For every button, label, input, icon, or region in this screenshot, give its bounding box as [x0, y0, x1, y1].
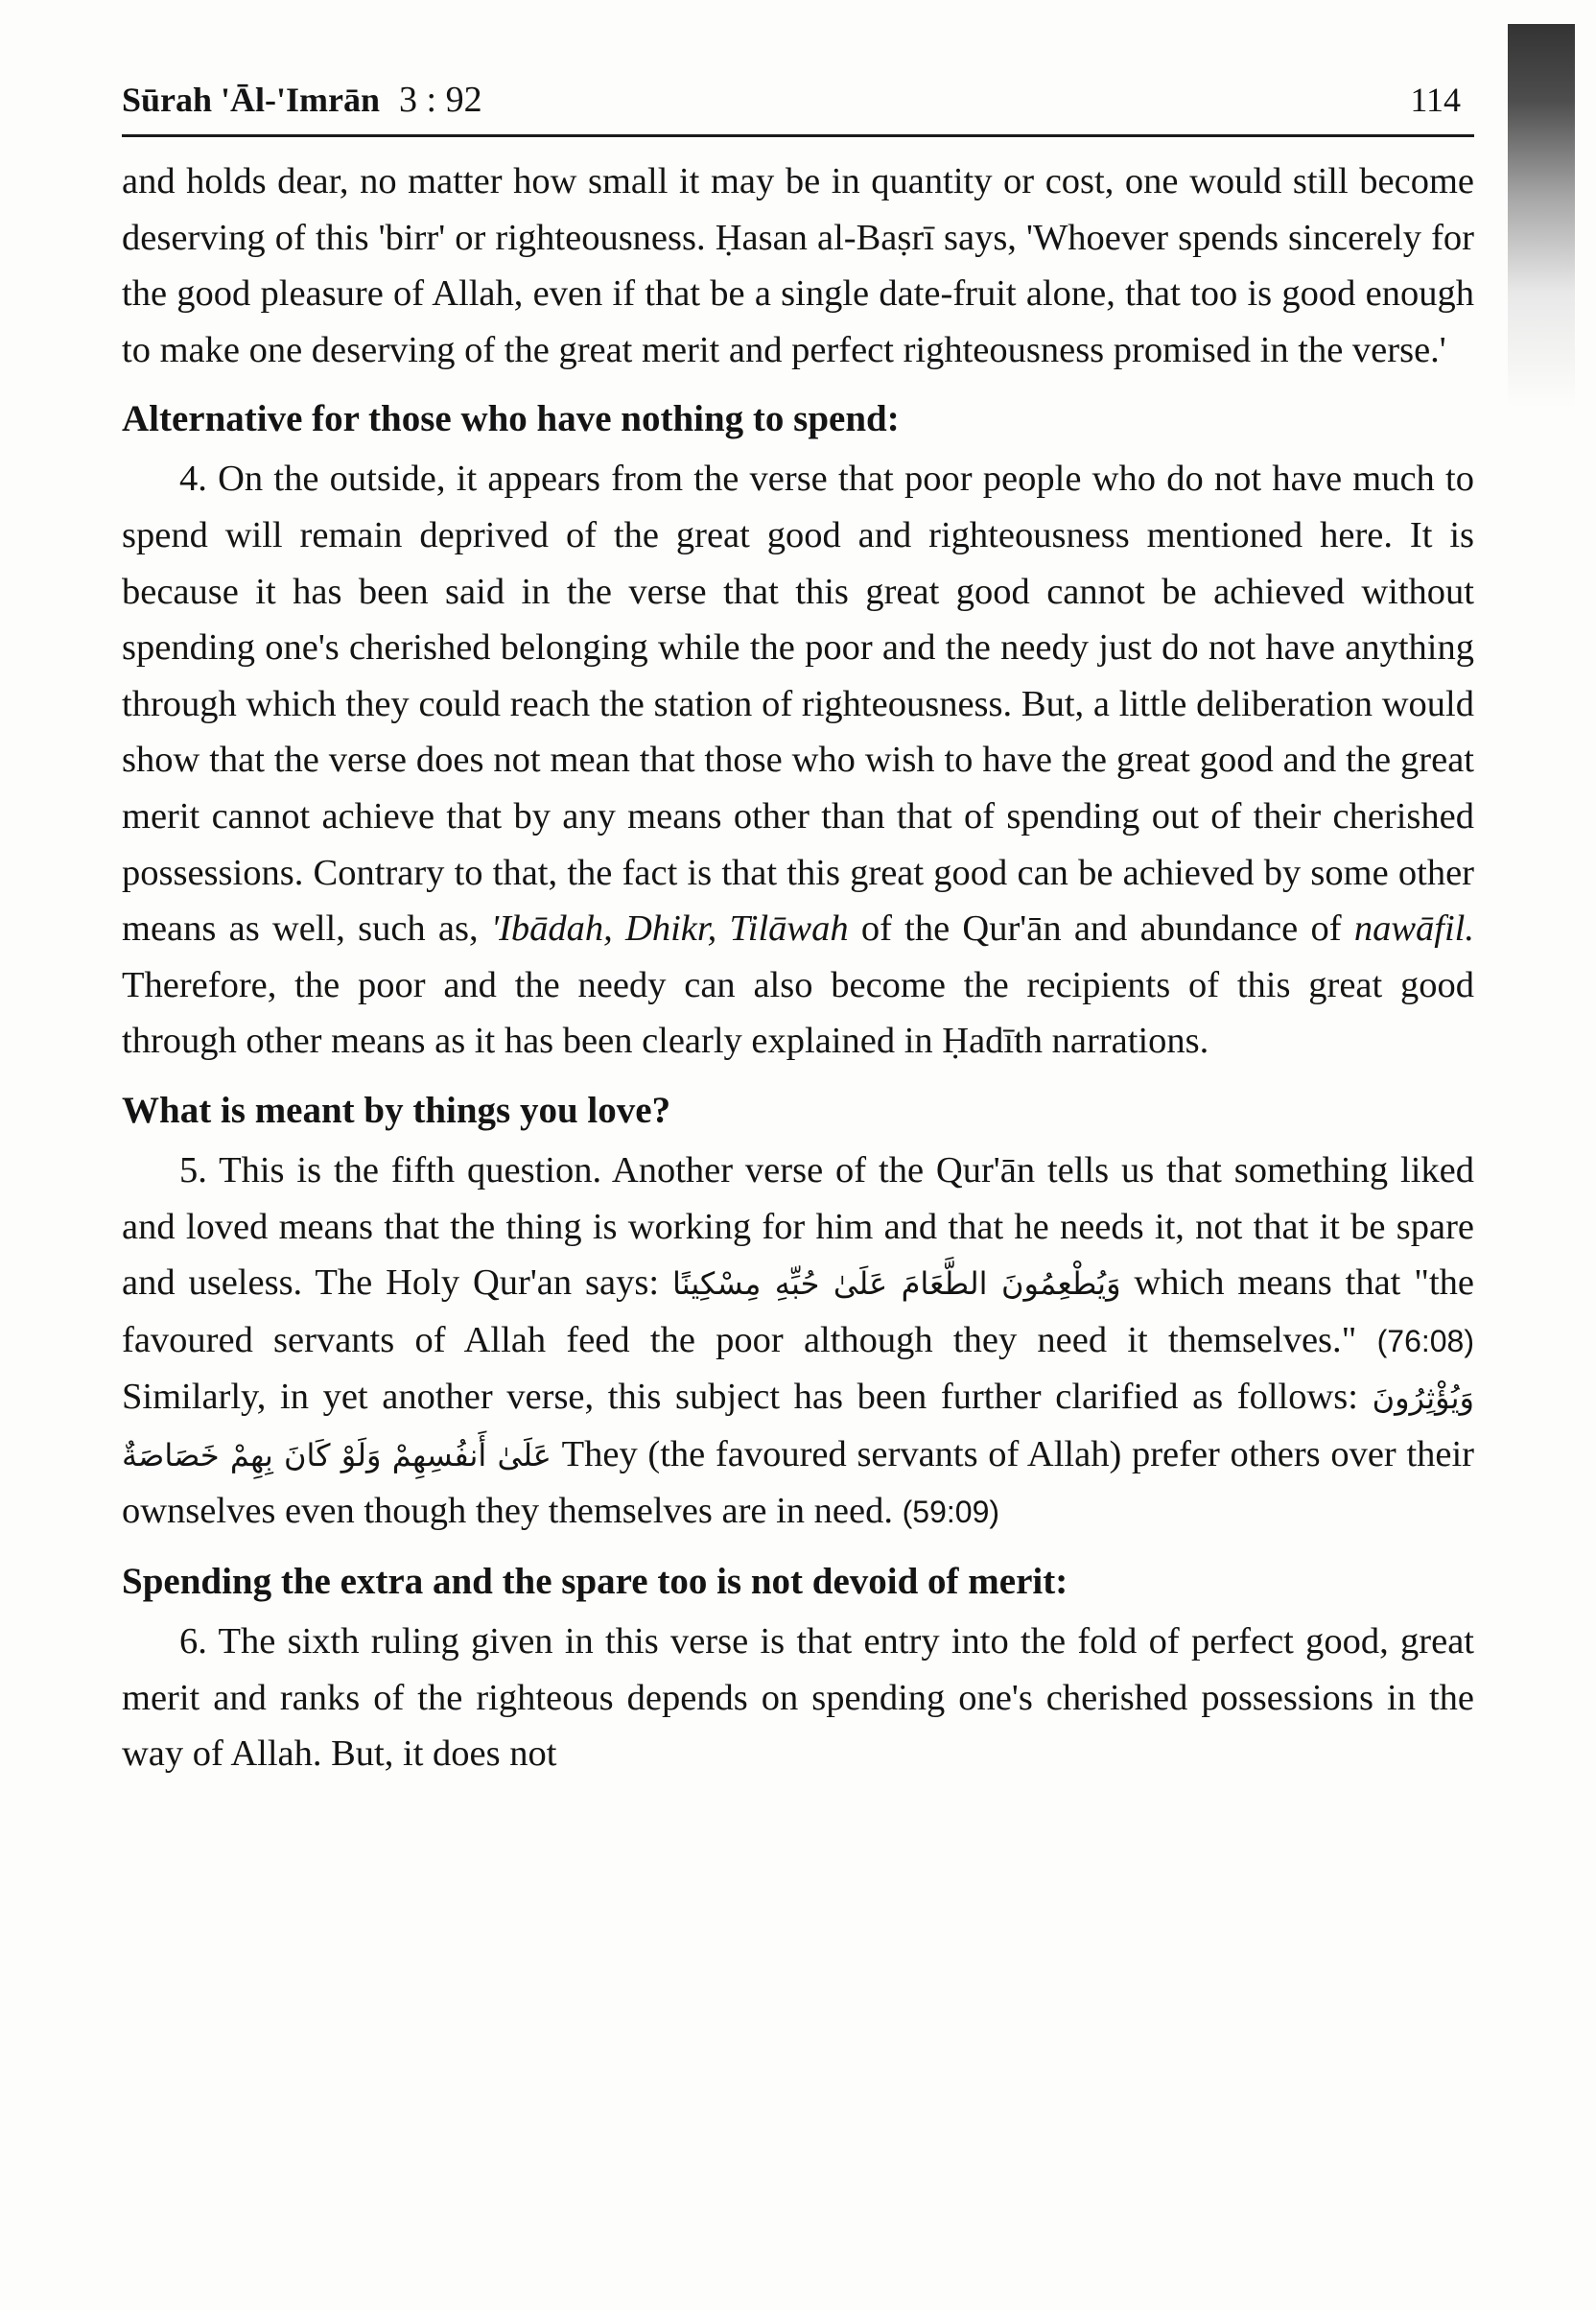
- paragraph-4-text-a: 4. On the outside, it appears from the verse that poor people who do not have much to spend will remain deprived of the great good and righteousness mentioned here. It is because it has been said in the verse that this great good cannot be achieved without spending one's cherished belonging while the poor and the needy just do not have anything through which they could reach the station of righteousness. But, a little deliberation would show that the verse does not mean that those who wish to have the great good and the great merit cannot achieve that by any means other than that of spending out of their cherished possessions. Contrary to that, the fact is that this great good can be achieved by some other means as well, such as,: [122, 459, 1474, 950]
- term-nawafil: nawāfil.: [1353, 908, 1474, 950]
- paragraph-5: [122, 1143, 1474, 1541]
- citation-76-08: (76:08): [1376, 1323, 1474, 1358]
- section-heading-alternative: Alternative for those who have nothing to spend:: [122, 398, 900, 440]
- paragraph-4-text-c: Therefore, the poor and the needy can also become the recipients of this great good through other means as it has been clearly explained in Ḥadīth narrations.: [122, 964, 1474, 1062]
- citation-59-09: (59:09): [902, 1495, 1000, 1530]
- arabic-verse-59-09: وَيُؤْثِرُونَ عَلَىٰ أَنفُسِهِمْ وَلَوْ كَانَ بِهِمْ خَصَاصَةٌ: [122, 1379, 1474, 1473]
- paragraph-continuation: and holds dear, no matter how small it may be in quantity or cost, one would still become deserving of this 'birr' or righteousness. Ḥasan al-Baṣrī says, 'Whoever spends sincerely for the good pleasure of Allah, even if that be a single date-fruit alone, that too is good enough to make one deserving of the great merit and perfect righteousness promised in the verse.': [122, 161, 1474, 370]
- arabic-verse-76-08: وَيُطْعِمُونَ الطَّعَامَ عَلَىٰ حُبِّهِ مِسْكِينًا: [671, 1265, 1121, 1303]
- running-header: [122, 69, 1474, 130]
- surah-name: Sūrah 'Āl-'Imrān: [122, 81, 381, 119]
- page-number: 114: [1410, 81, 1461, 119]
- paragraph-5-text-d: They (the favoured servants of Allah) prefer others over their ownselves even though they themselves are in need.: [122, 1433, 1474, 1532]
- header-title: [122, 69, 482, 130]
- section-heading-things-you-love: What is meant by things you love?: [122, 1089, 671, 1131]
- paragraph-4-text-b: of the Qur'ān and abundance of: [848, 908, 1354, 950]
- paragraph-6: 6. The sixth ruling given in this verse is that entry into the fold of perfect good, great merit and ranks of the righteous depends on spending one's cherished possessions in the way of Allah. But, it does not: [122, 1621, 1474, 1775]
- page-edge-shadow: [1508, 24, 1575, 408]
- body-text: [122, 153, 1474, 1782]
- term-ibadah-dhikr-tilawah: 'Ibādah, Dhikr, Tilāwah: [490, 908, 849, 950]
- paragraph-4: [122, 451, 1474, 1070]
- verse-reference: 3 : 92: [399, 80, 482, 120]
- paragraph-5-text-a: 5. This is the fifth question. Another verse of the Qur'ān tells us that something liked and loved means that the thing is working for him and that he needs it, not that it be spare and useless. The Holy Qur'an says:: [122, 1149, 1474, 1304]
- paragraph-5-text-c: Similarly, in yet another verse, this subject has been further clarified as follows:: [122, 1377, 1373, 1418]
- section-heading-spending-extra: Spending the extra and the spare too is not devoid of merit:: [122, 1561, 1068, 1603]
- header-rule: [122, 134, 1474, 137]
- paragraph-5-text-b: which means that "the favoured servants of Allah feed the poor although they need it themselves.": [122, 1262, 1475, 1360]
